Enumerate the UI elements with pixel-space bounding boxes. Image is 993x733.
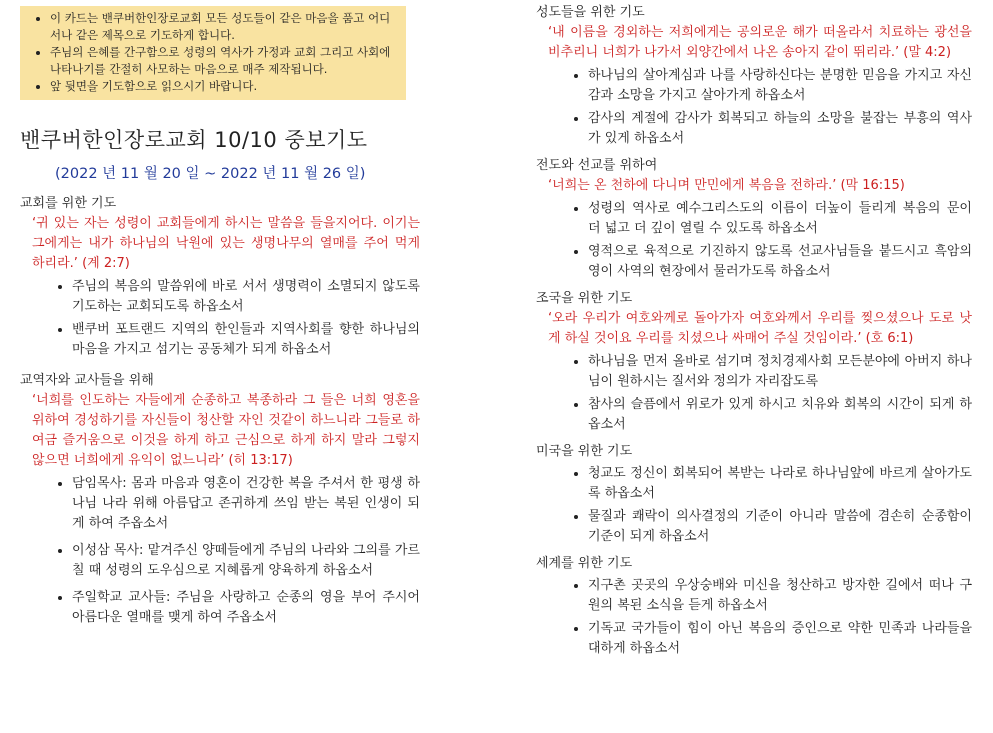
scripture-verse: ‘귀 있는 자는 성령이 교회들에게 하시는 말씀을 들을지어다. 이기는 그에게는 내가 하나님의 낙원에 있는 생명나무의 열매를 주어 먹게 하리라.’ (계 2:7) [32, 216, 420, 271]
page-title: 밴쿠버한인장로교회 10/10 중보기도 [20, 128, 368, 152]
scripture-verse: ‘너희를 인도하는 자들에게 순종하고 복종하라 그 들은 너희 영혼을 위하여 경성하기를 자신들이 청산할 자인 것같이 하느니라 그들로 하여금 즐거움으로 이것을 하게 하고 근심으로 하게 하지 말라 그렇지 않으면 너희에게 유익이 없느니라’ (히 13:17) [32, 393, 420, 468]
prayer-item: • 밴쿠버 포트랜드 지역의 한인들과 지역사회를 향한 하나님의 마음을 가지고 섬기는 공동체가 되게 하옵소서 [72, 320, 420, 360]
section-title: 세계를 위한 기도 [536, 556, 633, 571]
date-range: (2022 년 11 월 20 일 ~ 2022 년 11 월 26 일) [55, 166, 366, 182]
section-title: 미국을 위한 기도 [536, 444, 633, 459]
scripture-verse: ‘오라 우리가 여호와께로 돌아가자 여호와께서 우리를 찢으셨으나 도로 낫게 하실 것이요 우리를 치셨으나 싸매어 주실 것임이라.’ (호 6:1) [548, 311, 972, 346]
section-members [536, 4, 972, 149]
prayer-item: • 이성삼 목사: 맡겨주신 양떼들에게 주님의 나라와 그의를 가르칠 때 성령의 도우심으로 지혜롭게 양육하게 하옵소서 [72, 541, 420, 581]
section-missions [536, 157, 972, 282]
prayer-item: • 주일학교 교사들: 주님을 사랑하고 순종의 영을 부어 주시어 아름다운 열매를 맺게 하여 주옵소서 [72, 588, 420, 628]
section-homeland [536, 290, 972, 435]
scripture-verse: ‘내 이름을 경외하는 저희에게는 공의로운 해가 떠올라서 치료하는 광선을 비추리니 너희가 나가서 외양간에서 나온 송아지 같이 뛰리라.’ (말 4:2) [548, 25, 972, 60]
prayer-item: • 참사의 슬픔에서 위로가 있게 하시고 치유와 회복의 시간이 되게 하옵소서 [588, 395, 972, 435]
prayer-item: • 하나님을 먼저 올바로 섬기며 정치경제사회 모든분야에 아버지 하나님이 원하시는 질서와 정의가 자리잡도록 [588, 352, 972, 392]
section-usa [536, 443, 972, 547]
prayer-item: • 담임목사: 몸과 마음과 영혼이 건강한 복을 주셔서 한 평생 하나님 나라 위해 아름답고 존귀하게 쓰임 받는 복된 인생이 되게 하여 주옵소서 [72, 474, 420, 534]
prayer-item: • 물질과 쾌락이 의사결정의 기준이 아니라 말씀에 겸손히 순종함이 기준이 되게 하옵소서 [588, 507, 972, 547]
scripture-verse: ‘너희는 온 천하에 다니며 만민에게 복음을 전하라.’ (막 16:15) [548, 178, 905, 193]
prayer-item: • 감사의 계절에 감사가 회복되고 하늘의 소망을 불잡는 부흥의 역사가 있게 하옵소서 [588, 109, 972, 149]
prayer-item: • 하나님의 살아계심과 나를 사랑하신다는 분명한 믿음을 가지고 자신감과 소망을 가지고 살아가게 하옵소서 [588, 66, 972, 106]
prayer-item: • 영적으로 육적으로 기진하지 않도록 선교사님들을 붙드시고 흑암의영이 사역의 현장에서 물러가도록 하옵소서 [588, 242, 972, 282]
section-title: 전도와 선교를 위하여 [536, 158, 658, 173]
prayer-item: • 청교도 정신이 회복되어 복받는 나라로 하나님앞에 바르게 살아가도록 하옵소서 [588, 464, 972, 504]
section-world [536, 555, 972, 659]
section-ministers [20, 372, 420, 628]
right-column [536, 0, 972, 662]
section-title: 교역자와 교사들을 위해 [20, 373, 154, 388]
section-church [20, 195, 420, 360]
section-title: 성도들을 위한 기도 [536, 5, 645, 20]
section-title: 조국을 위한 기도 [536, 291, 633, 306]
prayer-item: • 지구촌 곳곳의 우상숭배와 미신을 청산하고 방자한 길에서 떠나 구원의 복된 소식을 듣게 하옵소서 [588, 576, 972, 616]
prayer-item: • 기독교 국가들이 힘이 아닌 복음의 증인으로 약한 민족과 나라들을 대하게 하옵소서 [588, 619, 972, 659]
prayer-item: • 주님의 복음의 말씀위에 바로 서서 생명력이 소멸되지 않도록 기도하는 교회되도록 하옵소서 [72, 277, 420, 317]
section-title: 교회를 위한 기도 [20, 196, 117, 211]
notice-item: • 이 카드는 밴쿠버한인장로교회 모든 성도들이 같은 마음을 품고 어디서나 같은 제목으로 기도하게 합니다. [50, 10, 398, 44]
left-column [20, 0, 420, 635]
notice-box [20, 6, 406, 100]
prayer-item: • 성령의 역사로 예수그리스도의 이름이 더높이 들리게 복음의 문이 더 넓고 더 깊이 열릴 수 있도록 하옵소서 [588, 199, 972, 239]
notice-item: • 주님의 은혜를 간구함으로 성령의 역사가 가정과 교회 그리고 사회에 나타나기를 간절히 사모하는 마음으로 매주 제작됩니다. [50, 44, 398, 78]
notice-item: • 앞 뒷면을 기도함으로 읽으시기 바랍니다. [50, 78, 398, 95]
